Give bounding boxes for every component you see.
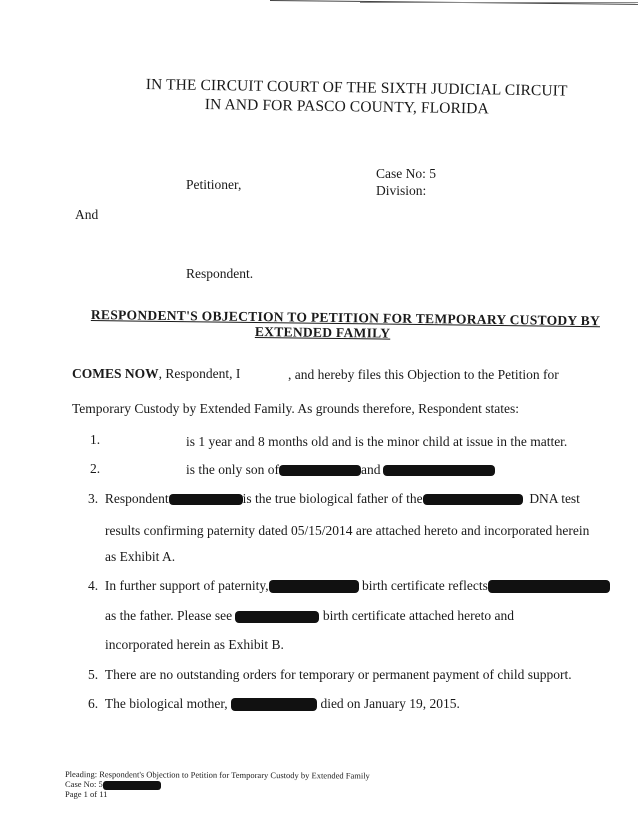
redaction-bar [383,465,495,476]
intro-line-1 [72,366,240,382]
case-number: Case No: 5 [376,166,436,181]
division: Division: [376,183,427,198]
court-name-line-1: IN THE CIRCUIT COURT OF THE SIXTH JUDICIAL CIRCUIT [145,76,568,100]
item-3-text-a: Respondent [104,491,169,506]
court-name-line-2: IN AND FOR PASCO COUNTY, FLORIDA [204,96,489,118]
item-number-6: 6. [88,696,99,711]
item-3-text-c: DNA test [529,491,580,506]
and-label: And [75,207,99,222]
redaction-bar [423,494,523,505]
item-number-3: 3. [88,491,99,506]
redaction-bar [488,580,610,593]
intro-line-2: Temporary Custody by Extended Family. As grounds therefore, Respondent states: [72,401,519,416]
item-4-text-b: birth certificate reflects [361,578,488,593]
footer-case-number-text: Case No: 5 [65,779,103,789]
item-5-text: There are no outstanding orders for temporary or permanent payment of child support. [104,667,572,682]
item-3-line-2: results confirming paternity dated 05/15/2014 are attached hereto and incorporated herein [105,523,590,538]
intro-respondent: , Respondent, I [158,366,241,381]
item-2-text [186,462,495,478]
footer-page-number: Page 1 of 11 [65,789,108,799]
item-1-text: is 1 year and 8 months old and is the minor child at issue in the matter. [186,434,568,449]
item-number-2: 2. [90,461,101,476]
item-3-line-3: as Exhibit A. [105,549,176,564]
footer-pleading: Pleading: Respondent's Objection to Petition for Temporary Custody by Extended Family [64,769,370,781]
item-number-1: 1. [90,432,101,447]
redaction-bar [279,465,361,476]
item-6-text-b: died on January 19, 2015. [320,696,460,711]
redaction-bar [231,698,317,711]
respondent-label: Respondent. [186,266,254,281]
redaction-bar [269,580,359,593]
item-5-line [88,667,572,683]
redaction-bar [103,781,161,790]
petitioner-label: Petitioner, [186,177,242,192]
item-number-4: 4. [88,578,99,593]
item-3-text-b: is the true biological father of the [242,491,423,506]
redaction-bar [235,611,319,623]
item-2-text-b: and [361,462,381,477]
document-title-line-2: EXTENDED FAMILY [254,324,391,341]
item-4-text-c: as the father. Please see [105,608,233,623]
footer-case-number [65,779,161,790]
item-number-5: 5. [88,667,99,682]
comes-now: COMES NOW [72,366,159,381]
item-2-text-a: is the only son of [186,462,279,477]
document-title-line-1: RESPONDENT'S OBJECTION TO PETITION FOR TEMPORARY CUSTODY BY [90,307,601,329]
intro-line-1-cont: , and hereby files this Objection to the Petition for [288,367,559,382]
item-4-text-d: birth certificate attached hereto and [322,608,514,623]
item-4-line-3: incorporated herein as Exhibit B. [105,637,284,652]
item-3-line-1 [88,491,580,507]
item-6-line [88,696,460,712]
scan-edge-line [360,2,638,3]
item-6-text-a: The biological mother, [104,696,228,711]
item-4-line-1 [88,578,610,594]
item-4-line-2 [105,608,514,624]
item-4-text-a: In further support of paternity, [104,578,269,593]
redaction-bar [169,494,243,505]
